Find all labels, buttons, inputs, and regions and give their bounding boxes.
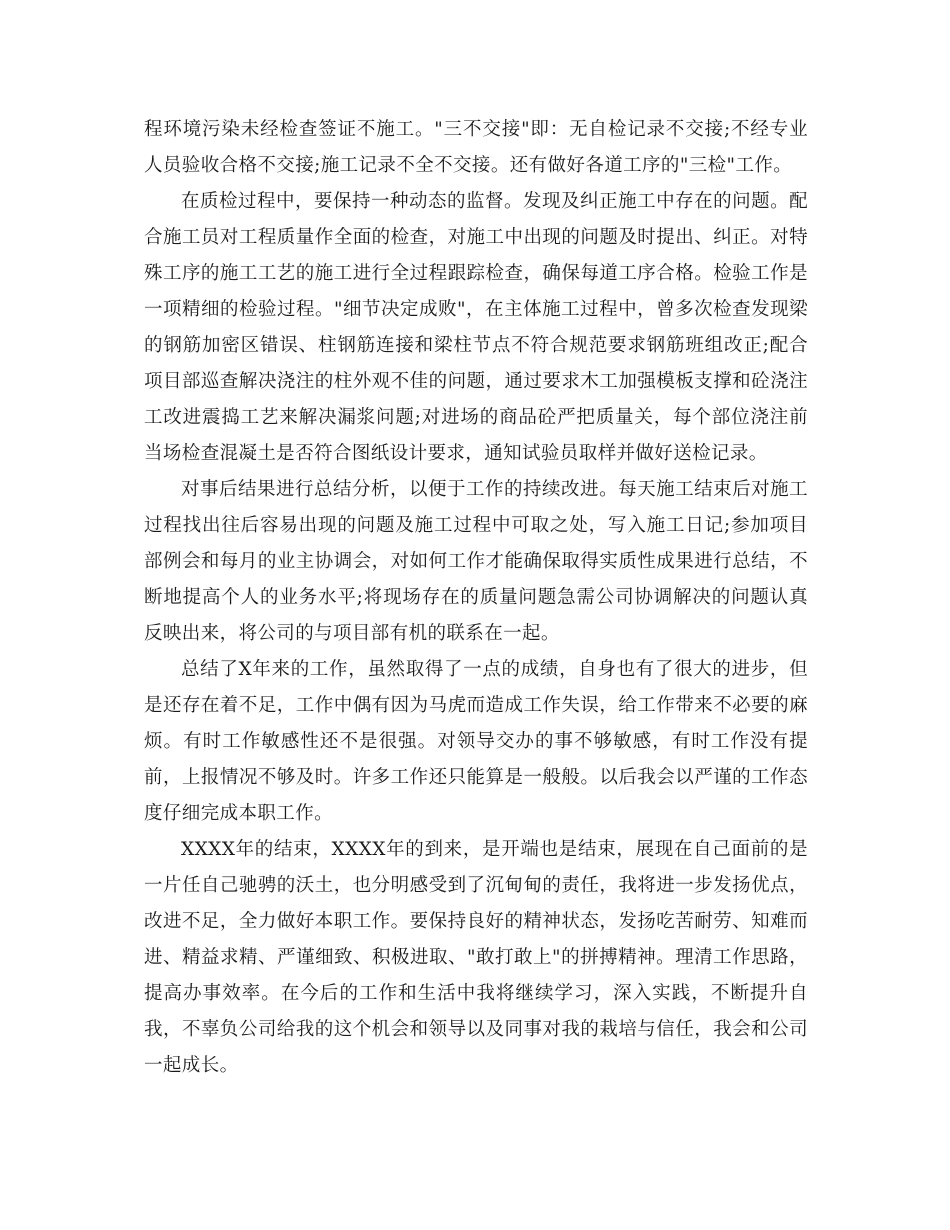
paragraph-5: XXXX年的结束，XXXX年的到来，是开端也是结束，展现在自己面前的是一片任自己驰骋的沃土，也分明感受到了沉甸甸的责任，我将进一步发扬优点，改进不足，全力做好本职工作。要保持良好的精神状态，发扬吃苦耐劳、知难而进、精益求精、严谨细致、积极进取、"敢打敢上"的拼搏精神。理清工作思路，提高办事效率。在今后的工作和生活中我将继续学习，深入实践，不断提升自我，不辜负公司给我的这个机会和领导以及同事对我的栽培与信任，我会和公司一起成长。: [144, 839, 808, 1076]
paragraph-1: 程环境污染未经检查签证不施工。"三不交接"即：无自检记录不交接;不经专业人员验收合格不交接;施工记录不全不交接。还有做好各道工序的"三检"工作。: [144, 119, 808, 176]
paragraph-2: 在质检过程中，要保持一种动态的监督。发现及纠正施工中存在的问题。配合施工员对工程质量作全面的检查，对施工中出现的问题及时提出、纠正。对特殊工序的施工工艺的施工进行全过程跟踪检查，确保每道工序合格。检验工作是一项精细的检验过程。"细节决定成败"，在主体施工过程中，曾多次检查发现梁的钢筋加密区错误、柱钢筋连接和梁柱节点不符合规范要求钢筋班组改正;配合项目部巡查解决浇注的柱外观不佳的问题，通过要求木工加强模板支撑和砼浇注工改进震捣工艺来解决漏浆问题;对进场的商品砼严把质量关，每个部位浇注前当场检查混凝土是否符合图纸设计要求，通知试验员取样并做好送检记录。: [144, 191, 808, 464]
paragraph-3: 对事后结果进行总结分析，以便于工作的持续改进。每天施工结束后对施工过程找出往后容易出现的问题及施工过程中可取之处，写入施工日记;参加项目部例会和每月的业主协调会，对如何工作才能确保取得实质性成果进行总结，不断地提高个人的业务水平;将现场存在的质量问题急需公司协调解决的问题认真反映出来，将公司的与项目部有机的联系在一起。: [144, 479, 808, 644]
document-body: [144, 112, 808, 1084]
paragraph-4: 总结了X年来的工作，虽然取得了一点的成绩，自身也有了很大的进步，但是还存在着不足，工作中偶有因为马虎而造成工作失误，给工作带来不必要的麻烦。有时工作敏感性还不是很强。对领导交办的事不够敏感，有时工作没有提前，上报情况不够及时。许多工作还只能算是一般般。以后我会以严谨的工作态度仔细完成本职工作。: [144, 659, 808, 824]
